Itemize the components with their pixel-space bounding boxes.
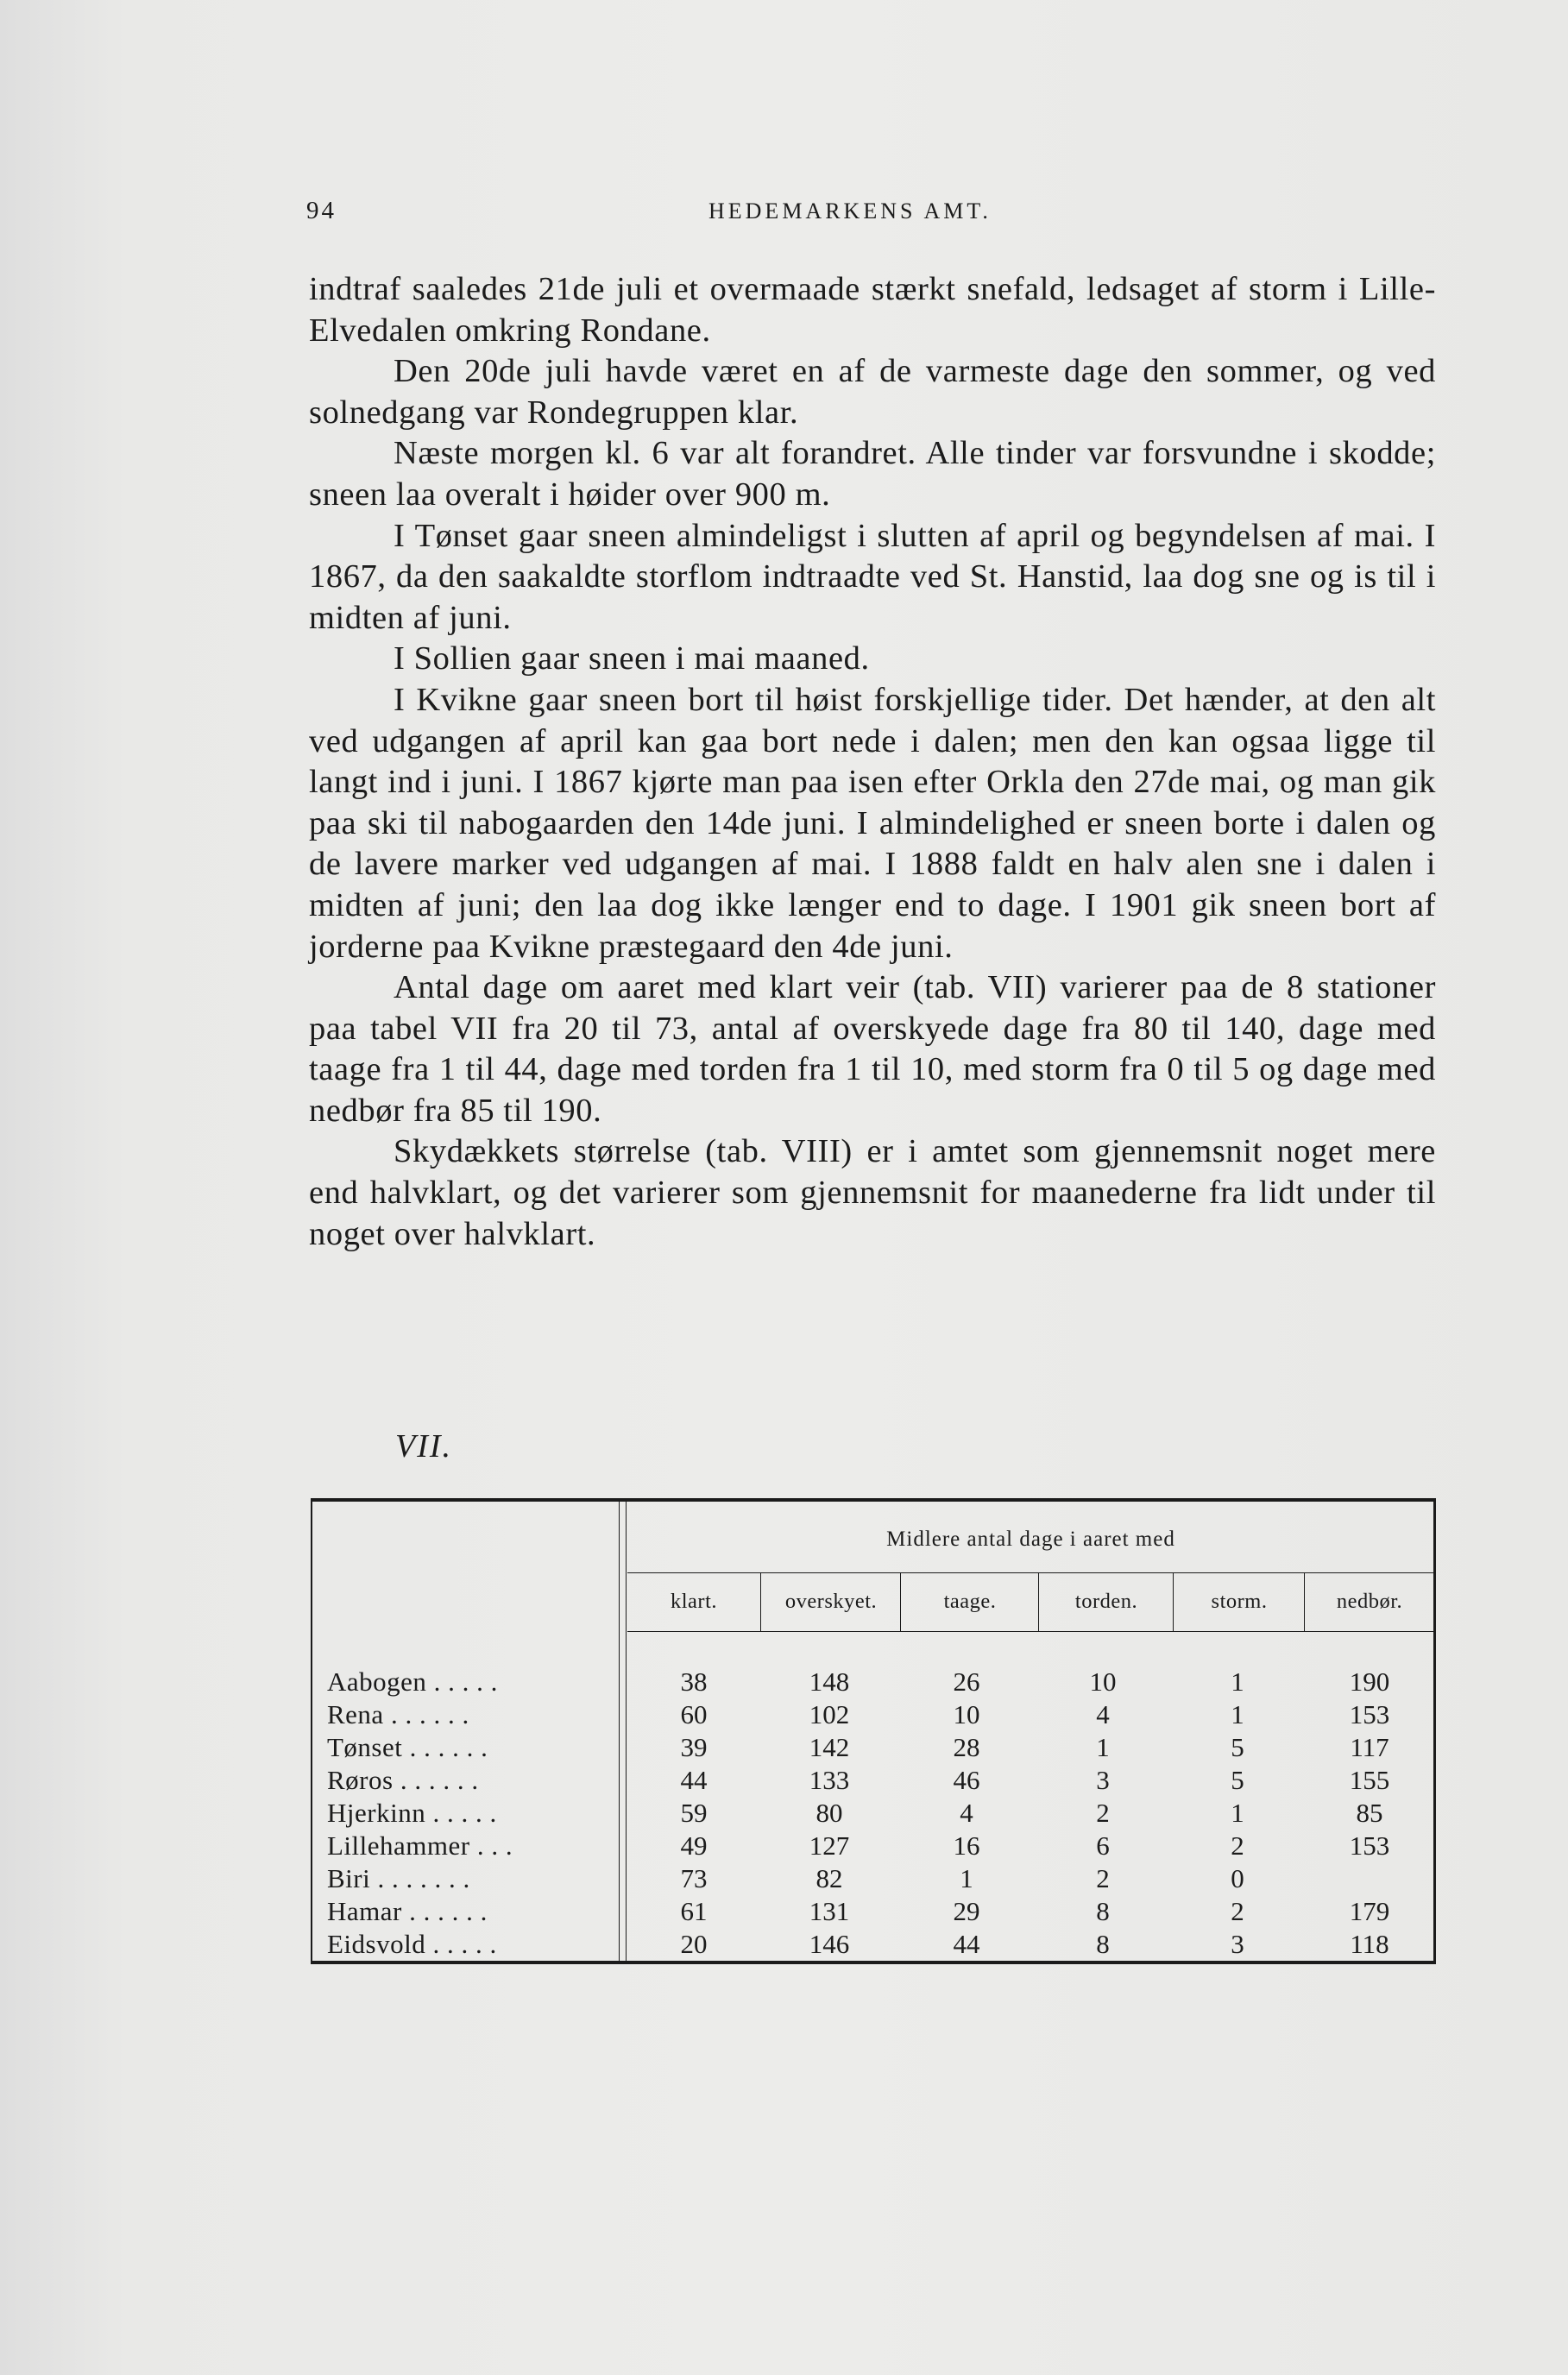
table-cell: 4 [1096, 1699, 1110, 1729]
table-row [312, 1731, 1433, 1764]
table-cell: 155 [1349, 1765, 1390, 1795]
weather-table [311, 1498, 1436, 1964]
table-cell: 82 [815, 1863, 843, 1893]
paragraph: I Kvikne gaar sneen bort til høist forskjellige tider. Det hænder, at den alt ved udgangen af april kan gaa bort nede i dalen; men den kan ogsaa ligge til langt ind i juni. I 1867 kjørte man paa isen efter Orkla den 27de mai, og man gik paa ski til nabogaarden den 14de juni. I almindelighed er sneen borte i dalen og de lavere marker ved udgangen af mai. I 1888 faldt en halv alen sne i dalen i midten af juni; den laa dog ikke længer end to dage. I 1901 gik sneen bort af jorderne paa Kvikne præstegaard den 4de juni. [309, 681, 1436, 965]
column-headers [627, 1572, 1433, 1631]
table-cell: 3 [1096, 1765, 1110, 1795]
header-rule [627, 1631, 1433, 1632]
table-body [312, 1666, 1433, 1961]
table-row [312, 1698, 1433, 1731]
table-cell: 10 [953, 1699, 980, 1729]
body-text [309, 269, 1436, 1255]
table-cell: 1 [960, 1863, 973, 1893]
paragraph: I Tønset gaar sneen almindeligst i slutten af april og begyndelsen af mai. I 1867, da den saakaldte storflom indtraadte ved St. Hanstid, laa dog sne og is til i midten af juni. [309, 517, 1436, 636]
table-cell: 179 [1349, 1896, 1390, 1926]
column-header: torden. [1038, 1572, 1174, 1631]
table-cell: 1 [1231, 1798, 1244, 1828]
station-name: Eidsvold . . . . . [327, 1929, 497, 1959]
table-row [312, 1797, 1433, 1830]
table-cell: 1 [1231, 1666, 1244, 1697]
station-name: Biri . . . . . . . [327, 1863, 470, 1893]
paragraph: Næste morgen kl. 6 var alt forandret. Alle tinder var forsvundne i skodde; sneen laa overalt i høider over 900 m. [309, 435, 1436, 513]
table-cell: 16 [953, 1830, 980, 1861]
page-header [306, 197, 1437, 235]
table-cell: 0 [1231, 1863, 1244, 1893]
table-cell: 118 [1350, 1929, 1389, 1959]
table-cell: 2 [1231, 1830, 1244, 1861]
table-cell: 127 [809, 1830, 850, 1861]
table-label: VII. [395, 1428, 453, 1465]
table-cell: 2 [1231, 1896, 1244, 1926]
table-cell: 29 [953, 1896, 980, 1926]
table-cell: 102 [809, 1699, 850, 1729]
table-cell: 44 [680, 1765, 708, 1795]
table-cell: 148 [809, 1666, 850, 1697]
table-cell: 59 [680, 1798, 708, 1828]
table-cell: 60 [680, 1699, 708, 1729]
table-cell: 10 [1089, 1666, 1117, 1697]
table-cell: 4 [960, 1798, 973, 1828]
paragraph: Antal dage om aaret med klart veir (tab. VII) varierer paa de 8 stationer paa tabel VII fra 20 til 73, antal af overskyede dage fra 80 til 140, dage med taage fra 1 til 44, dage med torden fra 1 til 10, med storm fra 0 til 5 og dage med nedbør fra 85 til 190. [309, 969, 1436, 1129]
table-group-header: Midlere antal dage i aaret med [886, 1528, 1175, 1551]
table-cell: 61 [680, 1896, 708, 1926]
running-title: HEDEMARKENS AMT. [708, 198, 992, 224]
station-name: Tønset . . . . . . [327, 1732, 488, 1762]
table-cell: 44 [953, 1929, 980, 1959]
column-header: nedbør. [1304, 1572, 1434, 1631]
paragraph: indtraf saaledes 21de juli et overmaade stærkt snefald, ledsaget af storm i Lille-Elvedalen omkring Rondane. [309, 271, 1436, 349]
table-cell: 6 [1096, 1830, 1110, 1861]
table-cell: 20 [680, 1929, 708, 1959]
table-cell: 38 [680, 1666, 708, 1697]
table-row [312, 1895, 1433, 1928]
table-cell: 190 [1349, 1666, 1390, 1697]
table-cell: 1 [1231, 1699, 1244, 1729]
table-cell: 3 [1231, 1929, 1244, 1959]
table-cell: 1 [1096, 1732, 1110, 1762]
station-name: Aabogen . . . . . [327, 1666, 498, 1697]
table-cell: 26 [953, 1666, 980, 1697]
table-cell: 28 [953, 1732, 980, 1762]
table-cell: 131 [809, 1896, 850, 1926]
table-cell: 80 [815, 1798, 843, 1828]
column-header: storm. [1173, 1572, 1305, 1631]
table-cell: 142 [809, 1732, 850, 1762]
paragraph: Den 20de juli havde været en af de varmeste dage den sommer, og ved solnedgang var Rondegruppen klar. [309, 353, 1436, 431]
table-cell: 8 [1096, 1896, 1110, 1926]
table-row [312, 1666, 1433, 1698]
table-row [312, 1764, 1433, 1797]
page-number: 94 [306, 197, 337, 224]
table-cell: 117 [1350, 1732, 1389, 1762]
table-cell: 8 [1096, 1929, 1110, 1959]
table-cell: 49 [680, 1830, 708, 1861]
station-name: Lillehammer . . . [327, 1830, 513, 1861]
paragraph: Skydækkets størrelse (tab. VIII) er i amtet som gjennemsnit noget mere end halvklart, og det varierer som gjennemsnit for maanederne fra lidt under til noget over halvklart. [309, 1133, 1436, 1252]
table-cell: 153 [1349, 1830, 1390, 1861]
table-cell: 73 [680, 1863, 708, 1893]
table-cell: 46 [953, 1765, 980, 1795]
table-cell: 5 [1231, 1765, 1244, 1795]
table-cell: 85 [1356, 1798, 1383, 1828]
table-cell: 2 [1096, 1863, 1110, 1893]
station-name: Rena . . . . . . [327, 1699, 469, 1729]
column-header: taage. [900, 1572, 1039, 1631]
column-header: overskyet. [760, 1572, 901, 1631]
table-cell: 153 [1349, 1699, 1390, 1729]
table-row [312, 1830, 1433, 1862]
station-name: Hamar . . . . . . [327, 1896, 488, 1926]
table-cell: 39 [680, 1732, 708, 1762]
station-name: Røros . . . . . . [327, 1765, 479, 1795]
table-cell: 146 [809, 1929, 850, 1959]
station-name: Hjerkinn . . . . . [327, 1798, 497, 1828]
paragraph: I Sollien gaar sneen i mai maaned. [394, 640, 870, 677]
table-row [312, 1862, 1433, 1895]
table-row [312, 1928, 1433, 1961]
table-cell: 5 [1231, 1732, 1244, 1762]
column-header: klart. [670, 1590, 718, 1613]
table-cell: 2 [1096, 1798, 1110, 1828]
table-cell: 133 [809, 1765, 850, 1795]
